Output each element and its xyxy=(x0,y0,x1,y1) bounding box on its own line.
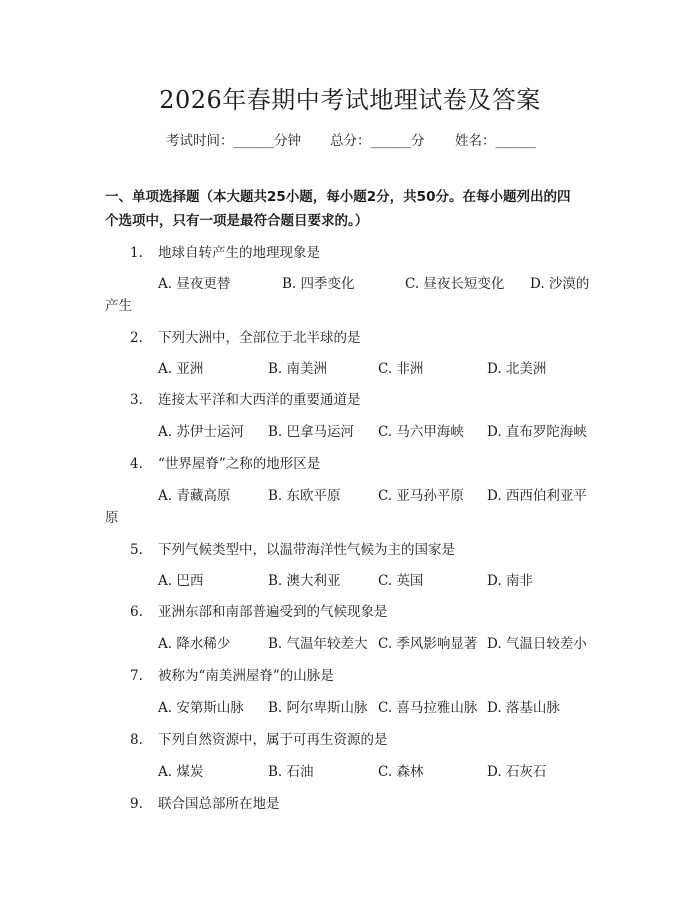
question-number: 5. xyxy=(130,542,143,558)
option-b: B. 澳大利亚 xyxy=(268,573,341,589)
option-d: D. 沙漠的 xyxy=(530,276,590,292)
option-b: B. 巴拿马运河 xyxy=(268,424,355,440)
option-b: B. 石油 xyxy=(268,764,314,780)
question-stem: 连接太平洋和大西洋的重要通道是 xyxy=(158,392,361,408)
option-d: D. 南非 xyxy=(487,573,533,589)
question-stem: 下列大洲中，全部位于北半球的是 xyxy=(158,330,361,346)
question-stem: 被称为“南美洲屋脊”的山脉是 xyxy=(158,668,334,684)
section-heading xyxy=(105,185,600,233)
option-c: C. 英国 xyxy=(378,573,424,589)
question-number: 7. xyxy=(130,668,143,684)
option-c: C. 亚马孙平原 xyxy=(378,488,464,504)
option-b: B. 四季变化 xyxy=(282,276,355,292)
option-b: B. 南美洲 xyxy=(268,361,328,377)
option-d: D. 石灰石 xyxy=(487,764,547,780)
question-number: 6. xyxy=(130,604,143,620)
option-a: A. 亚洲 xyxy=(158,361,204,377)
question-stem: 下列气候类型中，以温带海洋性气候为主的国家是 xyxy=(158,542,455,558)
question-stem: 地球自转产生的地理现象是 xyxy=(158,245,320,261)
option-b: B. 阿尔卑斯山脉 xyxy=(268,700,368,716)
option-c: C. 森林 xyxy=(378,764,424,780)
option-b: B. 东欧平原 xyxy=(268,488,341,504)
option-a: A. 巴西 xyxy=(158,573,204,589)
section-heading-line-2: 个选项中，只有一项是最符合题目要求的。） xyxy=(105,213,369,229)
student-name-label: 姓名：______ xyxy=(455,133,536,149)
exam-time-label: 考试时间：______分钟 xyxy=(166,133,301,149)
question-stem: 下列自然资源中，属于可再生资源的是 xyxy=(158,732,388,748)
option-wrap-text: 原 xyxy=(105,510,119,526)
option-d: D. 北美洲 xyxy=(487,361,547,377)
option-d: D. 气温日较差小 xyxy=(487,636,587,652)
option-a: A. 安第斯山脉 xyxy=(158,700,244,716)
total-score-label: 总分：______分 xyxy=(330,133,425,149)
question-number: 3. xyxy=(130,392,143,408)
option-wrap-text: 产生 xyxy=(105,298,132,314)
question-number: 9. xyxy=(130,796,143,812)
option-a: A. 昼夜更替 xyxy=(158,276,231,292)
question-stem: 亚洲东部和南部普遍受到的气候现象是 xyxy=(158,604,388,620)
option-d: D. 落基山脉 xyxy=(487,700,560,716)
option-d: D. 西西伯利亚平 xyxy=(487,488,587,504)
question-stem: “世界屋脊”之称的地形区是 xyxy=(158,456,321,472)
option-a: A. 煤炭 xyxy=(158,764,204,780)
page-title: 2026年春期中考试地理试卷及答案 xyxy=(159,86,541,114)
option-c: C. 季风影响显著 xyxy=(378,636,478,652)
option-c: C. 非洲 xyxy=(378,361,424,377)
question-stem: 联合国总部所在地是 xyxy=(158,796,280,812)
question-number: 8. xyxy=(130,732,143,748)
section-heading-line-1: 一、单项选择题（本大题共25小题，每小题2分，共50分。在每小题列出的四 xyxy=(105,189,571,205)
option-a: A. 降水稀少 xyxy=(158,636,231,652)
question-number: 2. xyxy=(130,330,143,346)
option-c: C. 喜马拉雅山脉 xyxy=(378,700,478,716)
option-d: D. 直布罗陀海峡 xyxy=(487,424,587,440)
option-a: A. 青藏高原 xyxy=(158,488,231,504)
option-a: A. 苏伊士运河 xyxy=(158,424,244,440)
option-b: B. 气温年较差大 xyxy=(268,636,368,652)
option-c: C. 马六甲海峡 xyxy=(378,424,464,440)
question-number: 4. xyxy=(130,456,143,472)
question-number: 1. xyxy=(130,245,143,261)
option-c: C. 昼夜长短变化 xyxy=(405,276,505,292)
